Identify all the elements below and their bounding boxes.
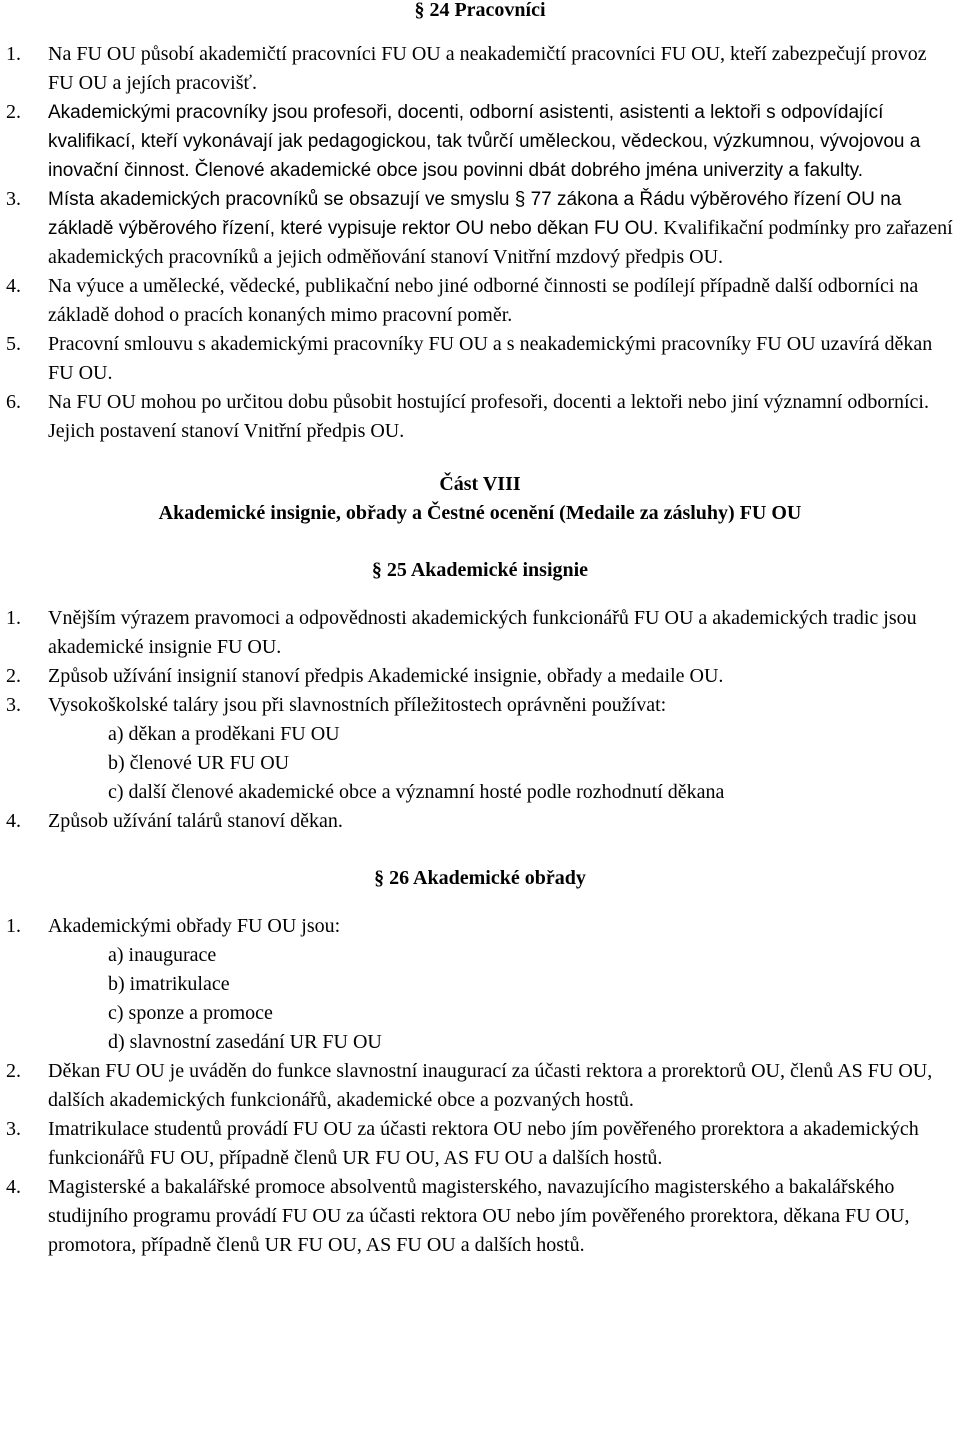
item-text: Děkan FU OU je uváděn do funkce slavnostní inaugurací za účasti rektora a prorektorů OU, členů AS FU OU, dalších akademických funkcionářů, akademické obce a pozvaných hostů. [48, 1060, 933, 1111]
sub-item: b) členové UR FU OU [108, 752, 290, 774]
item-number: 4. [6, 275, 21, 297]
list-item [6, 691, 954, 720]
item-text: Vysokoškolské taláry jsou při slavnostních příležitostech oprávněni používat: [48, 694, 667, 716]
list-item [6, 1057, 954, 1115]
item-text: Pracovní smlouvu s akademickými pracovníky FU OU a s neakademickými pracovníky FU OU uzavírá děkan FU OU. [48, 333, 933, 384]
section-25-list [6, 604, 954, 836]
item-text: Imatrikulace studentů provádí FU OU za účasti rektora OU nebo jím pověřeného prorektora a akademických funkcionářů FU OU, případně členů UR FU OU, AS FU OU a dalších hostů. [48, 1118, 919, 1169]
item-number: 4. [6, 1176, 21, 1198]
item-number: 1. [6, 915, 21, 937]
list-item [6, 662, 954, 691]
section-24-list [6, 40, 954, 446]
sub-item: b) imatrikulace [108, 973, 230, 995]
item-text [48, 185, 954, 272]
item-number: 6. [6, 391, 21, 413]
item-number: 1. [6, 43, 21, 65]
list-item [6, 1115, 954, 1173]
item-number: 3. [6, 694, 21, 716]
section-25-title: § 25 Akademické insignie [371, 559, 589, 581]
list-item [6, 40, 954, 98]
list-item [6, 272, 954, 330]
list-item [6, 330, 954, 388]
list-item [6, 1173, 954, 1260]
item-number: 5. [6, 333, 21, 355]
item-text: Na výuce a umělecké, vědecké, publikační nebo jiné odborné činnosti se podílejí případně další odborníci na základě dohod o pracích konaných mimo pracovní poměr. [48, 275, 919, 326]
part-8-subtitle: Akademické insignie, obřady a Čestné ocenění (Medaile za zásluhy) FU OU [158, 502, 802, 524]
section-26-list [6, 912, 954, 1260]
part-8-title: Část VIII [439, 473, 521, 495]
section-26-title: § 26 Akademické obřady [374, 867, 586, 889]
sub-item: c) další členové akademické obce a významní hosté podle rozhodnutí děkana [108, 781, 725, 803]
item-text-part: Kvalifikační podmínky pro zařazení akademických pracovníků a jejich odměňování stanoví Vnitřní mzdový předpis OU. [48, 217, 953, 268]
section-24-title: § 24 Pracovníci [414, 0, 546, 21]
item-text: Způsob užívání insignií stanoví předpis Akademické insignie, obřady a medaile OU. [48, 665, 724, 687]
item-text: Způsob užívání talárů stanoví děkan. [48, 810, 343, 832]
list-item [6, 185, 954, 272]
sub-item: a) inaugurace [108, 944, 217, 966]
item-text: Na FU OU působí akademičtí pracovníci FU OU a neakademičtí pracovníci FU OU, kteří zabezpečují provoz FU OU a jejích pracovišť. [48, 43, 927, 94]
sub-item: a) děkan a proděkani FU OU [108, 723, 340, 745]
list-item [6, 807, 954, 836]
item-text: Akademickými pracovníky jsou profesoři, docenti, odborní asistenti, asistenti a lektoři s odpovídající kvalifikací, kteří vykonávají jak pedagogickou, tak tvůrčí uměleckou, vědeckou, výzkumnou, vývojovou a inovační činnost. Členové akademické obce jsou povinni dbát dobrého jména univerzity a fakulty. [48, 102, 921, 181]
item-text: Vnějším výrazem pravomoci a odpovědnosti akademických funkcionářů FU OU a akademických tradic jsou akademické insignie FU OU. [48, 607, 917, 658]
sub-item: c) sponze a promoce [108, 1002, 273, 1024]
item-number: 2. [6, 101, 21, 123]
list-item [6, 912, 954, 941]
item-text: Magisterské a bakalářské promoce absolventů magisterského, navazujícího magisterského a bakalářského studijního programu provádí FU OU za účasti rektora OU nebo jím pověřeného prorektora, děkana FU OU, promotora, případně členů UR FU OU, AS FU OU a dalších hostů. [48, 1176, 910, 1256]
item-number: 3. [6, 188, 21, 210]
sub-item: d) slavnostní zasedání UR FU OU [108, 1031, 382, 1053]
item-number: 2. [6, 665, 21, 687]
item-number: 2. [6, 1060, 21, 1082]
item-number: 1. [6, 607, 21, 629]
item-number: 3. [6, 1118, 21, 1140]
list-item [6, 604, 954, 662]
list-item [6, 388, 954, 446]
item-text: Na FU OU mohou po určitou dobu působit hostující profesoři, docenti a lektoři nebo jiní významní odborníci. Jejich postavení stanoví Vnitřní předpis OU. [48, 391, 929, 442]
item-text-part: Místa akademických pracovníků se obsazují ve smyslu § 77 zákona a Řádu výběrového řízení OU na základě výběrového řízení, které vypisuje rektor OU nebo děkan FU OU. [48, 189, 902, 239]
list-item [6, 98, 954, 185]
item-text: Akademickými obřady FU OU jsou: [48, 915, 341, 937]
item-number: 4. [6, 810, 21, 832]
